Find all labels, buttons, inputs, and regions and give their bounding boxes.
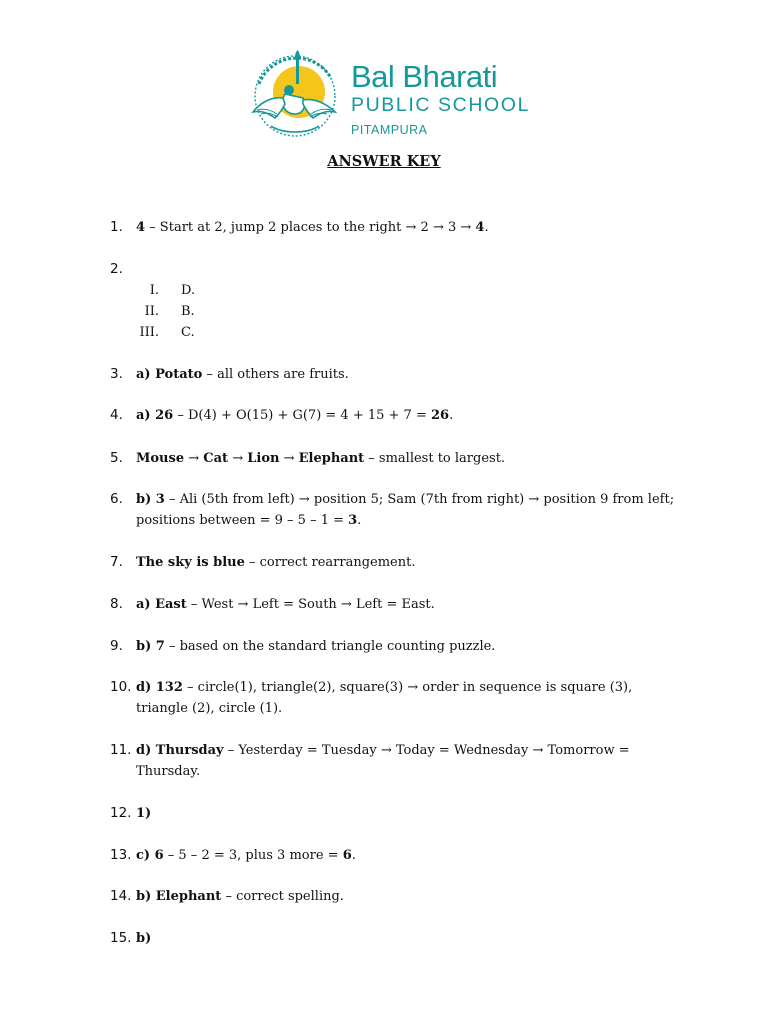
answer-choice: d) 132 <box>136 680 183 695</box>
answer-choice: a) East <box>136 597 187 612</box>
answer-text <box>136 489 686 531</box>
school-name <box>351 60 530 138</box>
answer-number: 4. <box>110 407 123 423</box>
school-name-line2: PUBLIC SCHOOL <box>351 94 531 116</box>
sub-answer-value: D. <box>181 283 196 298</box>
answer-text <box>136 886 686 907</box>
answer-explanation: – based on the standard triangle counting puzzle. <box>164 639 496 654</box>
answer-tail: . <box>357 513 362 528</box>
answer-choice: d) Thursday <box>136 743 224 758</box>
answer-explanation: – D(4) + O(15) + G(7) = 4 + 15 + 7 = <box>173 408 431 423</box>
answer-explanation: – all others are fruits. <box>202 367 349 382</box>
answer-number: 7. <box>110 554 123 570</box>
sub-answer-roman: II. <box>144 304 159 319</box>
answer-choice: b) 3 <box>136 492 165 507</box>
answer-choice: a) 26 <box>136 408 174 423</box>
sub-answer-roman: I. <box>149 283 159 298</box>
answer-text <box>136 405 686 426</box>
answer-result: 26 <box>430 408 450 423</box>
answer-tail: . <box>351 848 356 863</box>
answer-tail: . <box>449 408 454 423</box>
answer-text <box>136 594 686 615</box>
answer-text <box>136 217 686 238</box>
school-header <box>245 48 535 140</box>
answer-tail: . <box>484 220 489 235</box>
answer-number: 3. <box>110 366 123 382</box>
school-branch: PITAMPURA <box>351 123 428 137</box>
answer-explanation: – Ali (5th from left) → position 5; Sam (7th from right) → position 9 from left; positions between = 9 – 5 – 1 = <box>136 492 675 528</box>
answer-text <box>136 845 686 866</box>
answer-explanation: – circle(1), triangle(2), square(3) → order in sequence is square (3), triangle (2), circle (1). <box>136 680 633 716</box>
sub-answer <box>135 322 255 343</box>
answer-explanation: – Yesterday = Tuesday → Today = Wednesday → Tomorrow = Thursday. <box>136 743 630 779</box>
arrow: → <box>228 451 248 466</box>
answer-number: 6. <box>110 491 123 507</box>
answer-word: Lion <box>247 451 280 466</box>
answer-number: 13. <box>110 847 132 863</box>
answer-explanation: – Start at 2, jump 2 places to the right → 2 → 3 → <box>145 220 476 235</box>
answer-number: 10. <box>110 679 132 695</box>
answer-choice: 4 <box>136 220 146 235</box>
answer-explanation: – correct rearrangement. <box>244 555 416 570</box>
sub-answer-roman: III. <box>139 325 159 340</box>
answer-result: 4 <box>475 220 485 235</box>
answer-choice: a) Potato <box>136 367 203 382</box>
answer-number: 5. <box>110 450 123 466</box>
answer-choice: b) <box>136 931 152 946</box>
answer-text <box>136 803 686 824</box>
answer-text <box>136 928 686 949</box>
answer-explanation: – 5 – 2 = 3, plus 3 more = <box>163 848 343 863</box>
answer-text <box>136 677 686 719</box>
answer-word: Cat <box>203 451 229 466</box>
answer-text <box>136 636 686 657</box>
answer-number: 2. <box>110 261 123 277</box>
answer-number: 8. <box>110 596 123 612</box>
answer-text <box>136 552 686 573</box>
answer-choice: b) Elephant <box>136 889 222 904</box>
answer-text <box>136 364 686 385</box>
sub-answer-value: B. <box>181 304 195 319</box>
arrow: → <box>279 451 299 466</box>
answer-explanation: – West → Left = South → Left = East. <box>186 597 435 612</box>
answer-text <box>136 740 686 782</box>
answer-choice: c) 6 <box>136 848 164 863</box>
answer-choice: The sky is blue <box>136 555 245 570</box>
answer-explanation: – smallest to largest. <box>364 451 506 466</box>
answer-number: 12. <box>110 805 132 821</box>
answer-number: 9. <box>110 638 123 654</box>
answer-choice: 1) <box>136 806 152 821</box>
answer-choice: b) 7 <box>136 639 165 654</box>
answer-number: 15. <box>110 930 132 946</box>
answer-number: 14. <box>110 888 132 904</box>
answer-number: 11. <box>110 742 132 758</box>
answer-text <box>136 448 686 469</box>
school-emblem-icon <box>245 48 347 140</box>
answer-explanation: – correct spelling. <box>221 889 344 904</box>
page-title: ANSWER KEY <box>327 153 441 170</box>
arrow: → <box>184 451 204 466</box>
sub-answer <box>135 280 255 301</box>
answer-number: 1. <box>110 219 123 235</box>
answer-word: Mouse <box>136 451 185 466</box>
answer-word: Elephant <box>298 451 365 466</box>
answer-result: 6 <box>342 848 352 863</box>
sub-answer-value: C. <box>181 325 195 340</box>
school-name-line1: Bal Bharati <box>351 59 498 94</box>
answer-result: 3 <box>348 513 358 528</box>
sub-answer <box>135 301 255 322</box>
